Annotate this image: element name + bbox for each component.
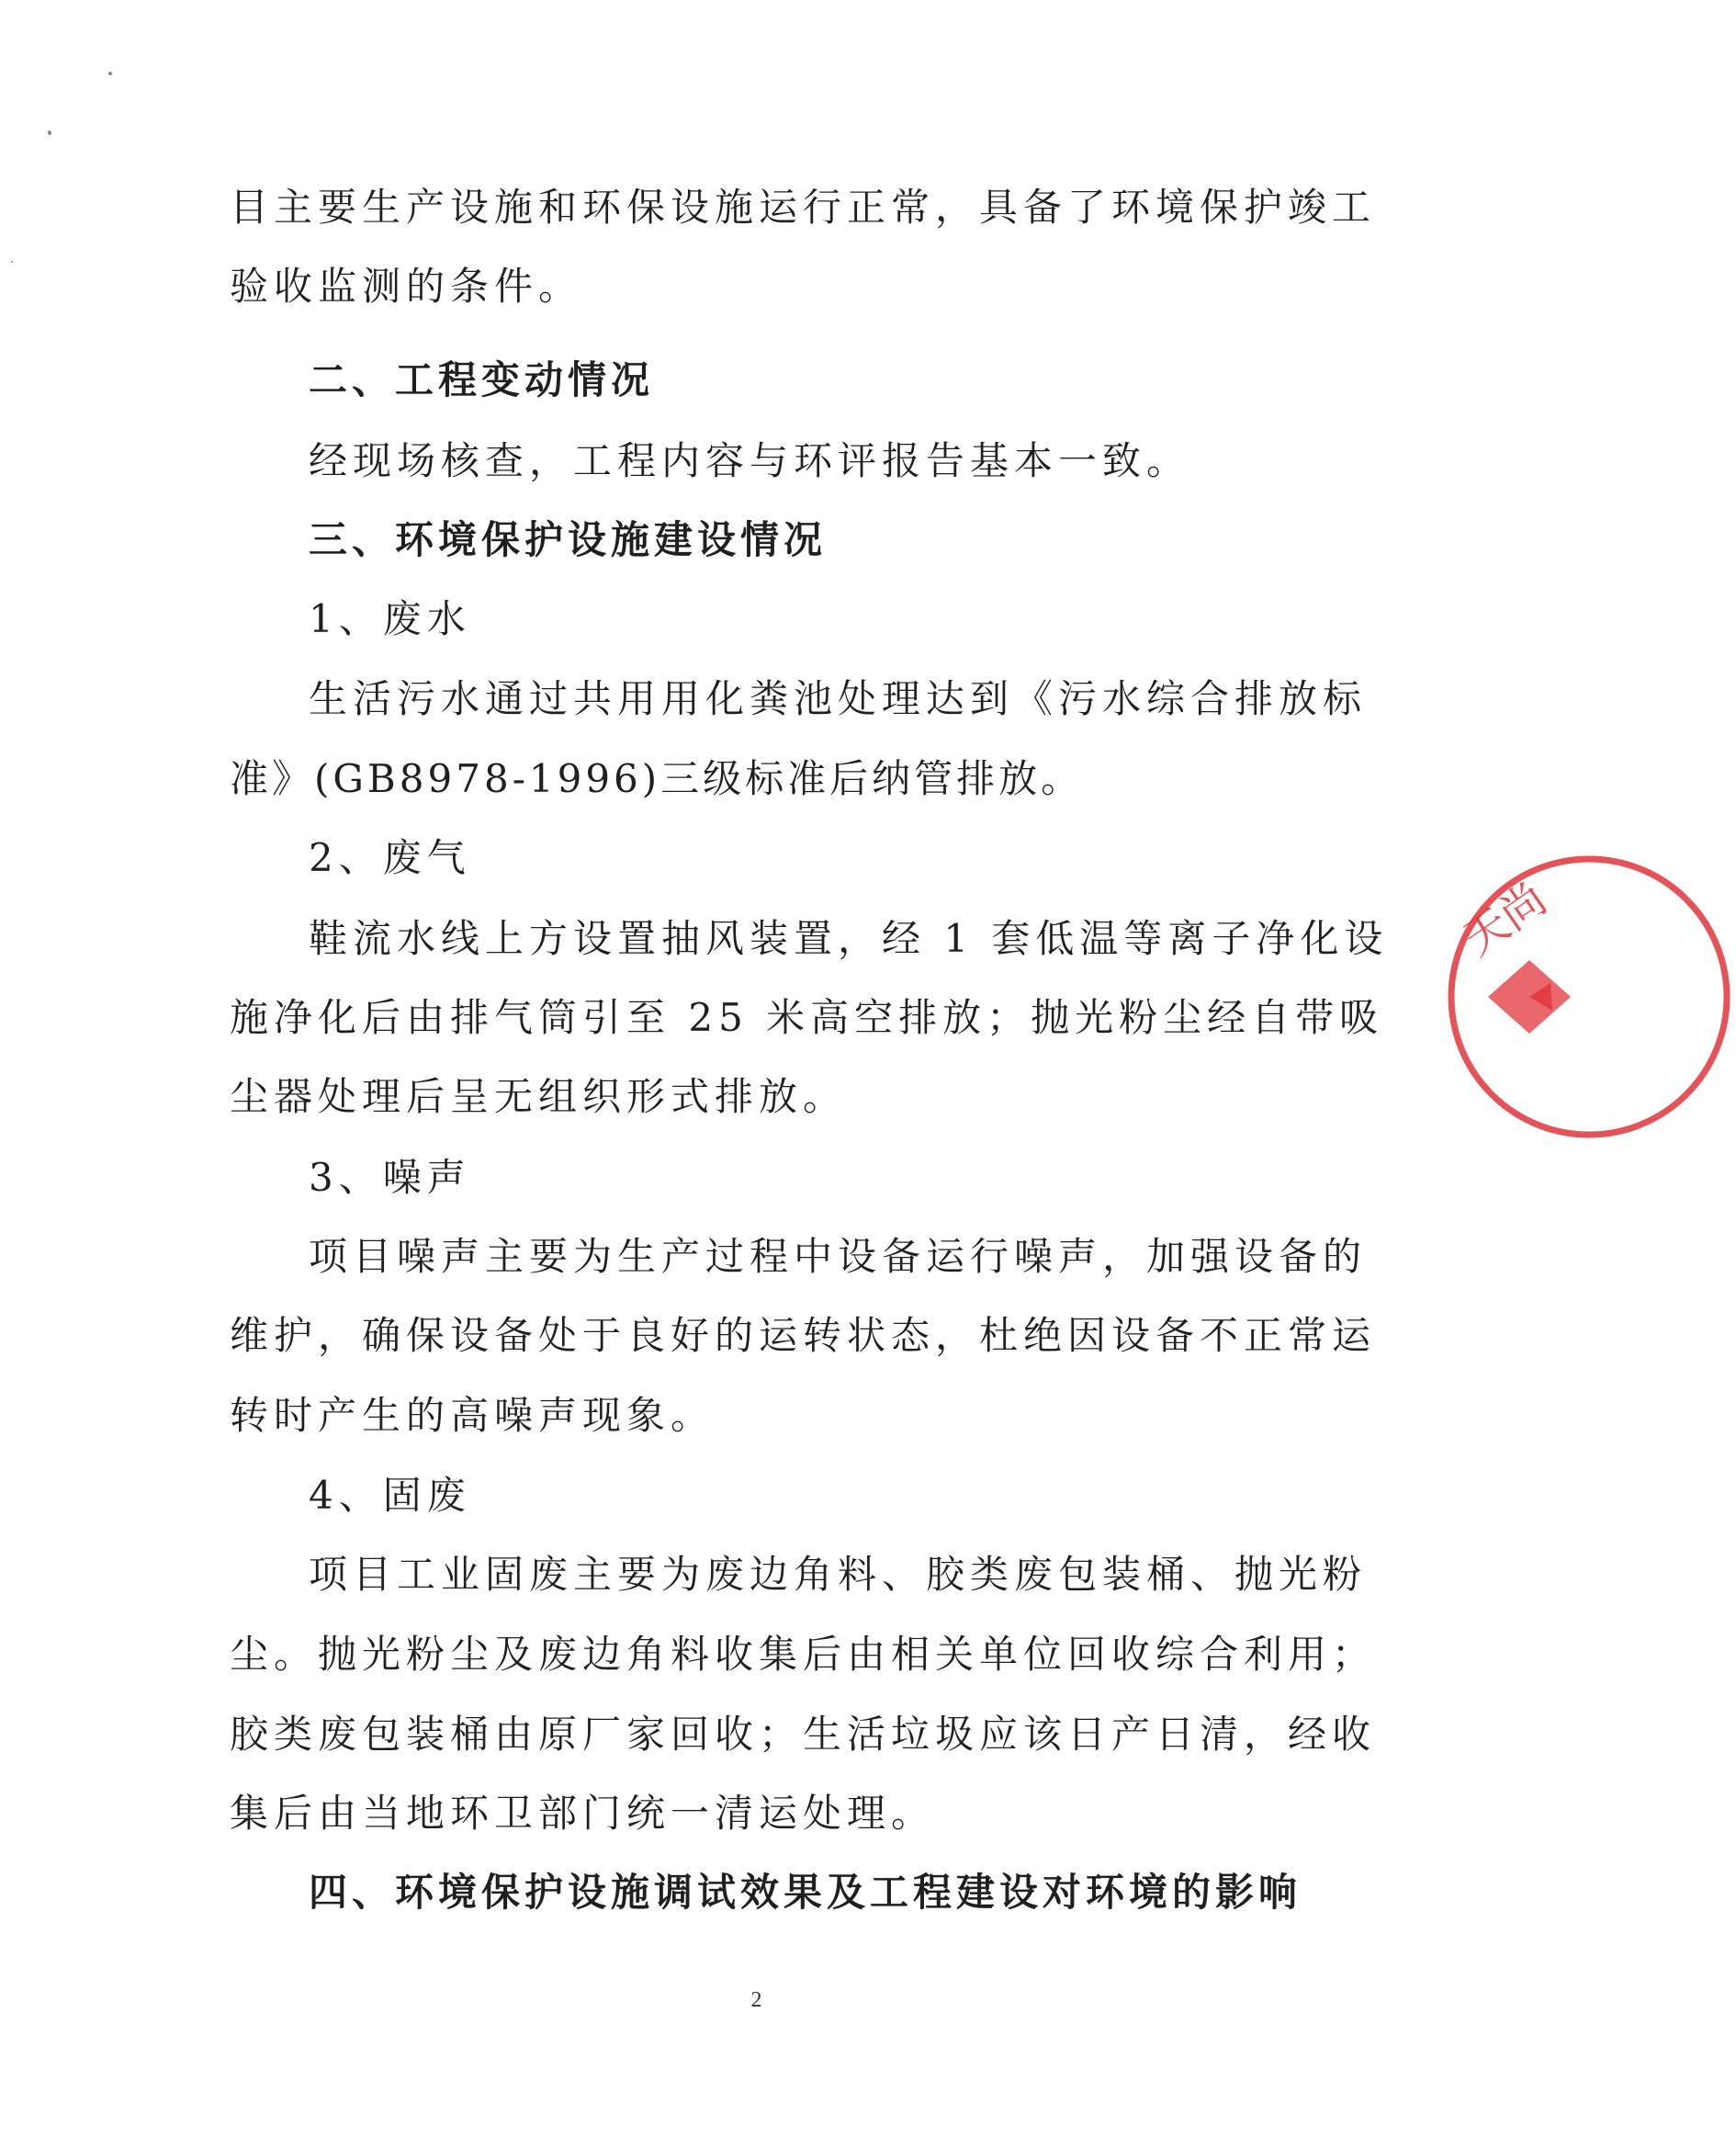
section-heading: 三、环境保护设施建设情况 bbox=[309, 517, 828, 562]
page-number: 2 bbox=[750, 1988, 762, 2012]
body-text-line: 生活污水通过共用用化粪池处理达到《污水综合排放标 bbox=[309, 676, 1368, 721]
body-text-line: 尘。抛光粉尘及废边角料收集后由相关单位回收综合利用； bbox=[230, 1632, 1377, 1677]
body-text-line: 施净化后由排气筒引至 25 米高空排放；抛光粉尘经自带吸 bbox=[230, 995, 1384, 1040]
body-text-line: 经现场核查，工程内容与环评报告基本一致。 bbox=[309, 438, 1191, 483]
body-text-line: 项目工业固废主要为废边角料、胶类废包装桶、抛光粉 bbox=[309, 1552, 1368, 1597]
stamp-text: 天尚 bbox=[1454, 873, 1556, 967]
body-text-line: 尘器处理后呈无组织形式排放。 bbox=[230, 1074, 848, 1119]
subsection-heading: 2、废气 bbox=[309, 835, 471, 880]
body-text-line: 项目噪声主要为生产过程中设备运行噪声，加强设备的 bbox=[309, 1234, 1368, 1279]
body-text-line: 目主要生产设施和环保设施运行正常，具备了环境保护竣工 bbox=[230, 185, 1377, 230]
scan-speck bbox=[48, 130, 51, 135]
section-heading: 二、工程变动情况 bbox=[309, 357, 655, 402]
body-text-line: 验收监测的条件。 bbox=[230, 264, 583, 309]
body-text-line: 鞋流水线上方设置抽风装置，经 1 套低温等离子净化设 bbox=[309, 916, 1389, 961]
body-text-line: 维护，确保设备处于良好的运转状态，杜绝因设备不正常运 bbox=[230, 1313, 1377, 1358]
body-text-line: 转时产生的高噪声现象。 bbox=[230, 1393, 716, 1438]
company-seal-stamp bbox=[1442, 850, 1736, 1144]
body-text-line: 集后由当地环卫部门统一清运处理。 bbox=[230, 1791, 936, 1836]
body-text-line: 准》(GB8978-1996)三级标准后纳管排放。 bbox=[230, 756, 1084, 801]
section-heading: 四、环境保护设施调试效果及工程建设对环境的影响 bbox=[309, 1870, 1302, 1915]
subsection-heading: 4、固废 bbox=[309, 1473, 471, 1518]
scan-speck bbox=[108, 72, 112, 75]
body-text-line: 胶类废包装桶由原厂家回收；生活垃圾应该日产日清，经收 bbox=[230, 1712, 1377, 1757]
subsection-heading: 3、噪声 bbox=[309, 1155, 471, 1200]
scan-speck bbox=[11, 261, 13, 263]
subsection-heading: 1、废水 bbox=[309, 596, 471, 641]
